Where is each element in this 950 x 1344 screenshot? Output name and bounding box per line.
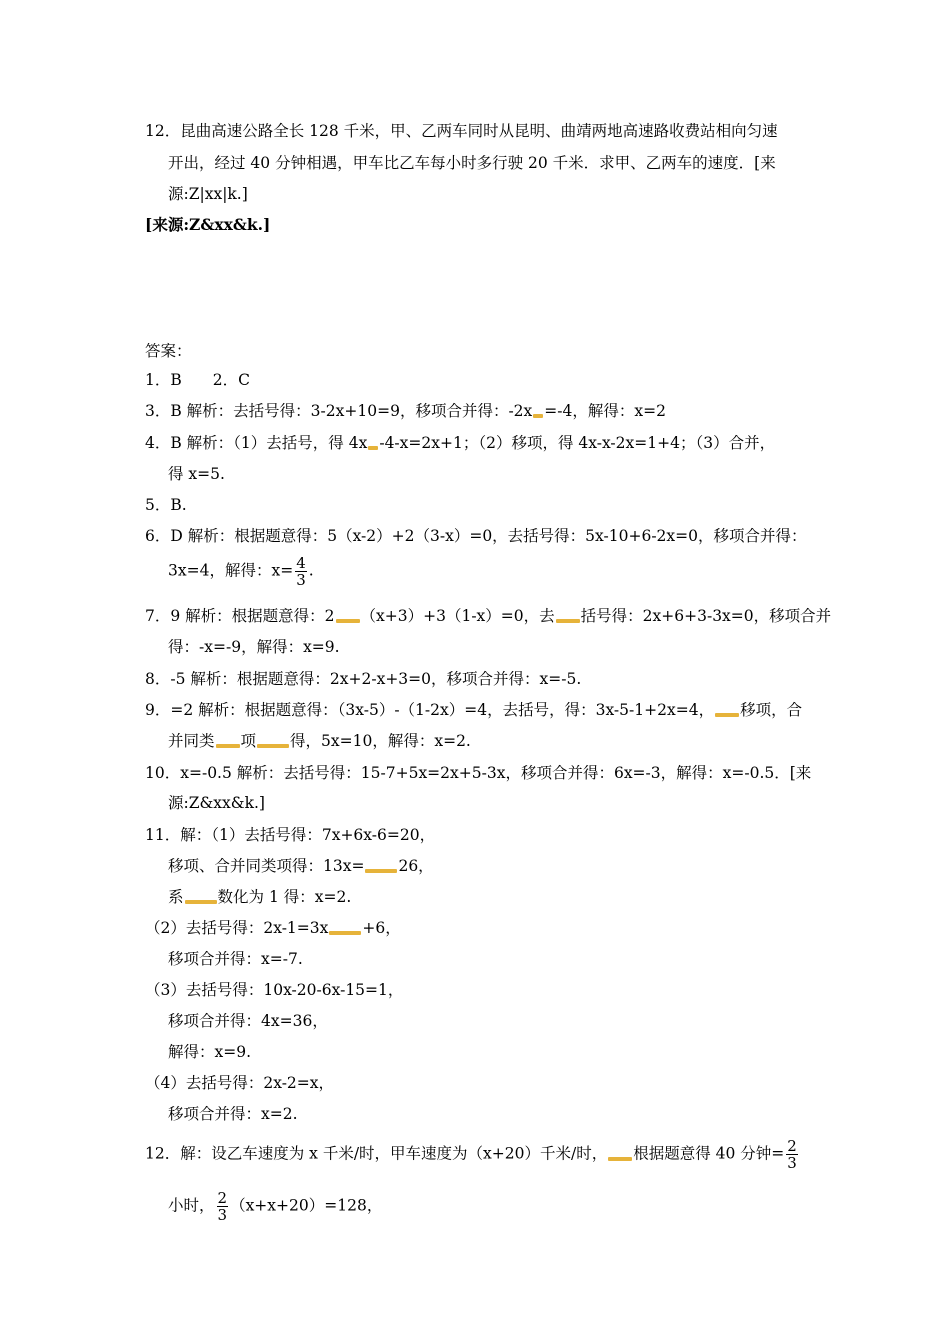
answer-11-part-2-line-2: 移项合并得：x=-7. bbox=[168, 950, 303, 968]
answer-11-part-3: （3）去括号得：10x-20-6x-15=1， bbox=[145, 981, 404, 999]
answer-12-line-2: 小时， $\frac{2}{3}$ （x+x+20）=128， bbox=[168, 1189, 383, 1224]
answer-11-part-2: （2）去括号得：2x-1=3x +6， bbox=[145, 919, 401, 937]
answers-heading: 答案： bbox=[145, 342, 192, 360]
answer-11-part-3-line-3: 解得：x=9. bbox=[168, 1043, 252, 1061]
answer-11-part-4-line-2: 移项合并得：x=2. bbox=[168, 1105, 298, 1123]
highlight-mark bbox=[608, 1157, 632, 1161]
answer-11-line-1: 11．解：（1）去括号得：7x+6x-6=20， bbox=[145, 826, 436, 844]
highlight-mark bbox=[533, 414, 543, 418]
answer-10-line-2: 源:Z&xx&k.] bbox=[168, 794, 265, 812]
answer-3: 3．B 解析：去括号得：3-2x+10=9，移项合并得：-2x =-4，解得：x=2 bbox=[145, 402, 666, 420]
answer-10-line-1: 10．x=-0.5 解析：去括号得：15-7+5x=2x+5-3x，移项合并得：6x=-3，解得：x=-0.5．[来 bbox=[145, 764, 812, 782]
answer-7-line-1: 7．9 解析：根据题意得：2 （x+3）+3（1-x）=0，去 括号得：2x+6+3-3x=0，移项合并 bbox=[145, 607, 832, 625]
highlight-mark bbox=[365, 869, 397, 873]
answer-6-line-1: 6．D 解析：根据题意得：5（x-2）+2（3-x）=0，去括号得：5x-10+6-2x=0，移项合并得： bbox=[145, 527, 807, 545]
answer-6-line-2: 3x=4，解得：x= $\frac{4}{3}$ . bbox=[168, 554, 314, 589]
highlight-mark bbox=[368, 446, 378, 450]
answer-11-line-2: 移项、合并同类项得：13x= 26， bbox=[168, 857, 434, 875]
question-12-line-1: 12．昆曲高速公路全长 128 千米，甲、乙两车同时从昆明、曲靖两地高速路收费站相向匀速 bbox=[145, 122, 778, 140]
fraction: $\frac{2}{3}$ bbox=[217, 1189, 228, 1224]
source-tag: [来源:Z&xx&k.] bbox=[145, 215, 271, 234]
highlight-mark bbox=[329, 931, 361, 935]
answer-4-line-1: 4．B 解析：（1）去括号，得 4x -4-x=2x+1；（2）移项，得 4x-x-2x=1+4；（3）合并， bbox=[145, 434, 776, 452]
answer-9-line-2: 并同类 项 得，5x=10，解得：x=2. bbox=[168, 732, 471, 750]
answer-12-line-1: 12．解：设乙车速度为 x 千米/时，甲车速度为（x+20）千米/时， 根据题意得 40 分钟= $\frac{2}{3}$ bbox=[145, 1137, 797, 1172]
answer-8: 8．-5 解析：根据题意得：2x+2-x+3=0，移项合并得：x=-5. bbox=[145, 670, 582, 688]
highlight-mark bbox=[257, 744, 289, 748]
highlight-mark bbox=[715, 713, 739, 717]
fraction: $\frac{2}{3}$ bbox=[787, 1137, 797, 1172]
answer-1-2: 1．B 2．C bbox=[145, 371, 250, 389]
highlight-mark bbox=[336, 619, 360, 623]
answer-11-line-3: 系 数化为 1 得：x=2. bbox=[168, 888, 352, 906]
highlight-mark bbox=[216, 744, 240, 748]
answer-7-line-2: 得：-x=-9，解得：x=9. bbox=[168, 638, 340, 656]
answer-11-part-3-line-2: 移项合并得：4x=36， bbox=[168, 1012, 328, 1030]
fraction: $\frac{4}{3}$ bbox=[296, 554, 306, 589]
answer-11-part-4: （4）去括号得：2x-2=x， bbox=[145, 1074, 335, 1092]
answer-5: 5．B. bbox=[145, 496, 187, 514]
question-12-line-3: 源:Z|xx|k.] bbox=[168, 185, 248, 203]
highlight-mark bbox=[185, 900, 217, 904]
highlight-mark bbox=[556, 619, 580, 623]
question-12-line-2: 开出，经过 40 分钟相遇，甲车比乙车每小时多行驶 20 千米．求甲、乙两车的速度．[来 bbox=[168, 154, 776, 172]
answer-4-line-2: 得 x=5. bbox=[168, 465, 225, 483]
answer-9-line-1: 9．=2 解析：根据题意得：（3x-5）-（1-2x）=4，去括号，得：3x-5-1+2x=4， 移项，合 bbox=[145, 701, 803, 719]
